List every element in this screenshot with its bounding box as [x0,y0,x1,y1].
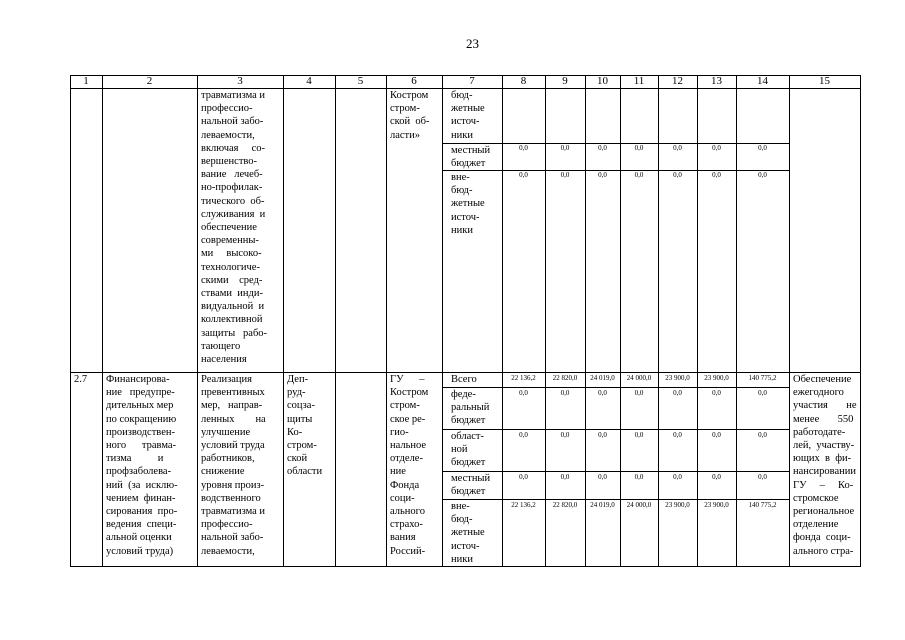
federal-value: 0,0 [673,389,682,397]
column-rule [70,75,71,567]
federal-value: 0,0 [519,389,528,397]
regional-value: 0,0 [758,431,767,439]
header-col-8: 8 [520,75,527,87]
local-value: 0,0 [598,473,607,481]
regional-value: 0,0 [673,431,682,439]
column-rule [442,75,443,567]
header-col-7: 7 [469,75,475,87]
top-col3-text: травматизма и профессио- нальной забо- леваемости, включая со- вершенство- вание лечеб- но-профилак- тического об- служивания и обеспечение современны- ми высоко- технологиче- скими сред- ствами инди- видуальной и коллективной защиты рабо- тающего населения [201,90,268,366]
regional-value: 0,0 [560,431,570,439]
row-col6-text: ГУ – Костром стром- ское ре- гио- нальное отделе- ние Фонда соци- ального страхо- вания Россий- [390,374,429,557]
regional-value: 0,0 [598,431,607,439]
top-source-offbudget: бюд- жетные источ- ники [451,90,485,141]
total-value: 22 136,2 [511,374,536,382]
offbudget-value: 23 900,0 [665,501,690,509]
top-local-value: 0,0 [673,144,682,152]
top-source-offbudget2: вне- бюд- жетные источ- ники [451,172,485,236]
local-value: 0,0 [673,473,682,481]
top-offbudget-value: 0,0 [673,171,682,179]
row-col4-text: Деп- руд- соцза- щиты Ко- стром- ской области [287,374,323,478]
row-col2-text: Финансирова- ние предупре- дительных мер по сокращению производствен- ного травма- тизма и профзаболева- ний (за исклю- чением финан- сирования про- ведения специ- альной оценки условий труда) [106,374,178,557]
total-value: 140 775,2 [748,374,777,382]
top-offbudget-value: 0,0 [598,171,607,179]
header-col-6: 6 [411,75,417,87]
local-value: 0,0 [712,473,721,481]
regional-value: 0,0 [634,431,644,439]
local-value: 0,0 [758,473,767,481]
top-local-value: 0,0 [758,144,767,152]
header-col-4: 4 [306,75,312,87]
top-col6-text: Костром стром- ской об- ласти» [390,90,430,141]
row-col3-text: Реализация превентивных мер, направ- ленных на улучшение условий труда работников, снижение уровня произ- водственного травматизма и профессио- нальной забо- леваемости, [201,374,266,557]
total-value: 23 900,0 [704,374,729,382]
column-rule [386,75,387,567]
offbudget-value: 22 820,0 [552,501,578,509]
top-local-value: 0,0 [560,144,570,152]
top-source-local: местный бюджет [451,145,491,170]
header-col-13: 13 [711,75,722,87]
regional-value: 0,0 [712,431,721,439]
top-offbudget-value: 0,0 [634,171,644,179]
header-col-9: 9 [562,75,568,87]
source-regional: област- ной бюджет [451,431,486,469]
offbudget-value: 24 019,0 [590,501,615,509]
row-number: 2.7 [74,374,88,385]
table-bottom-rule [70,566,861,567]
offbudget-value: 140 775,2 [748,501,777,509]
row-col15-text: Обеспечение ежегодного участия не менее 550 работодате- лей, участву- ющих в фи- нансировании ГУ – Ко- стромское региональное отделение фонда соци- ального стра- [793,374,857,557]
total-value: 22 820,0 [552,374,578,382]
column-rule [197,75,198,567]
top-offbudget-value: 0,0 [519,171,528,179]
federal-value: 0,0 [560,389,570,397]
top-local-value: 0,0 [519,144,528,152]
local-value: 0,0 [560,473,570,481]
total-value: 23 900,0 [665,374,690,382]
header-col-10: 10 [597,75,608,87]
header-col-14: 14 [757,75,768,87]
column-rule [789,75,790,567]
top-local-value: 0,0 [598,144,607,152]
top-offbudget-value: 0,0 [712,171,721,179]
source-offbudget: вне- бюд- жетные источ- ники [451,501,485,565]
offbudget-value: 22 136,2 [511,501,536,509]
page-number: 23 [466,36,479,51]
top-local-value: 0,0 [712,144,721,152]
federal-value: 0,0 [634,389,644,397]
top-local-value: 0,0 [634,144,644,152]
offbudget-value: 23 900,0 [704,501,729,509]
column-rule [335,75,336,567]
federal-value: 0,0 [598,389,607,397]
federal-value: 0,0 [758,389,767,397]
header-col-1: 1 [83,75,89,87]
top-offbudget-value: 0,0 [758,171,767,179]
local-value: 0,0 [634,473,644,481]
column-rule [283,75,284,567]
source-total: Всего [451,374,477,385]
header-col-11: 11 [633,75,645,87]
header-col-2: 2 [146,75,153,87]
total-value: 24 000,0 [626,374,652,382]
header-col-3: 3 [237,75,243,87]
header-col-5: 5 [357,75,364,87]
header-col-12: 12 [672,75,683,87]
total-value: 24 019,0 [590,374,615,382]
top-offbudget-value: 0,0 [560,171,570,179]
local-value: 0,0 [519,473,528,481]
header-col-15: 15 [819,75,830,87]
column-rule [860,75,861,567]
column-rule [102,75,103,567]
offbudget-value: 24 000,0 [626,501,652,509]
source-local: местный бюджет [451,473,491,498]
regional-value: 0,0 [519,431,528,439]
source-federal: феде- ральный бюджет [451,389,490,427]
federal-value: 0,0 [712,389,721,397]
